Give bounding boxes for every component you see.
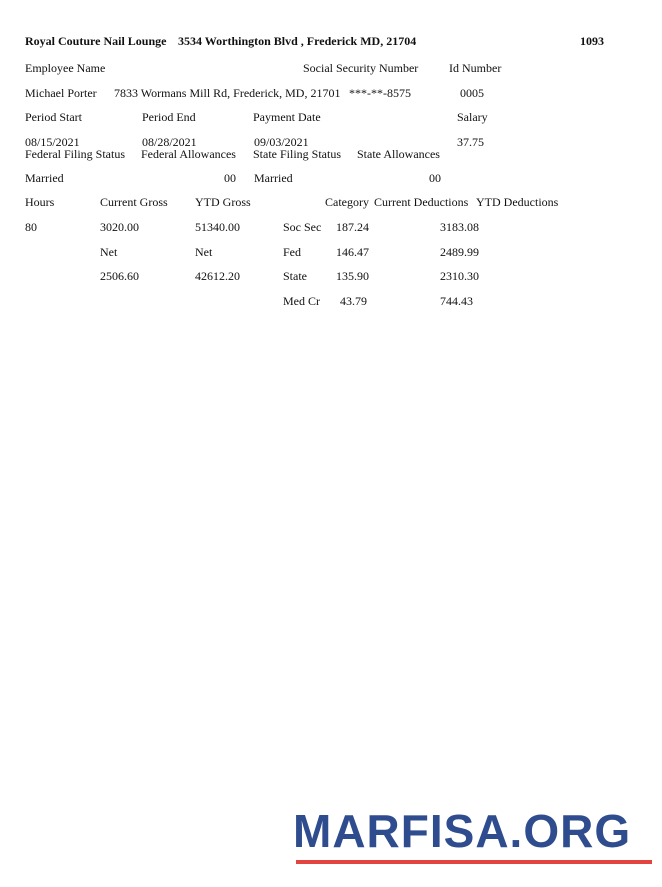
- deduction-current: 146.47: [336, 245, 369, 259]
- net-ytd-value: 42612.20: [195, 269, 240, 283]
- net-current-value: 2506.60: [100, 269, 139, 283]
- current-gross-value: 3020.00: [100, 220, 139, 234]
- employee-name-label: Employee Name: [25, 61, 106, 75]
- deduction-category: Med Cr: [283, 294, 320, 308]
- net-ytd-label: Net: [195, 245, 213, 259]
- ytd-deductions-label: YTD Deductions: [476, 195, 559, 209]
- ssn-label: Social Security Number: [303, 61, 419, 75]
- net-current-label: Net: [100, 245, 118, 259]
- employee-address: 7833 Wormans Mill Rd, Frederick, MD, 21701: [114, 86, 341, 100]
- deduction-ytd: 2489.99: [440, 245, 479, 259]
- state-allowances: 00: [429, 171, 441, 185]
- federal-filing-status-label: Federal Filing Status: [25, 147, 125, 161]
- deduction-current: 187.24: [336, 220, 369, 234]
- watermark-logo: MARFISA.ORG: [293, 805, 632, 857]
- deduction-current: 43.79: [340, 294, 367, 308]
- period-end-label: Period End: [142, 110, 196, 124]
- payment-date-label: Payment Date: [253, 110, 321, 124]
- employee-id: 0005: [460, 86, 484, 100]
- state-filing-status: Married: [254, 171, 293, 185]
- deduction-ytd: 2310.30: [440, 269, 479, 283]
- period-start-label: Period Start: [25, 110, 82, 124]
- state-allowances-label: State Allowances: [357, 147, 440, 161]
- id-number-label: Id Number: [449, 61, 502, 75]
- payment-date: 09/03/2021: [254, 135, 309, 149]
- category-label: Category: [325, 195, 369, 209]
- hours-value: 80: [25, 220, 37, 234]
- state-filing-status-label: State Filing Status: [253, 147, 342, 161]
- ytd-gross-value: 51340.00: [195, 220, 240, 234]
- federal-allowances: 00: [224, 171, 236, 185]
- deduction-category: State: [283, 269, 307, 283]
- federal-filing-status: Married: [25, 171, 64, 185]
- employee-ssn: ***-**-8575: [349, 86, 411, 100]
- salary-label: Salary: [457, 110, 488, 124]
- current-gross-label: Current Gross: [100, 195, 168, 209]
- deduction-category: Fed: [283, 245, 301, 259]
- salary-value: 37.75: [457, 135, 484, 149]
- deduction-category: Soc Sec: [283, 220, 322, 234]
- check-number: 1093: [580, 34, 604, 48]
- deduction-current: 135.90: [336, 269, 369, 283]
- current-deductions-label: Current Deductions: [374, 195, 469, 209]
- ytd-gross-label: YTD Gross: [195, 195, 251, 209]
- deduction-ytd: 3183.08: [440, 220, 479, 234]
- employee-name: Michael Porter: [25, 86, 97, 100]
- hours-label: Hours: [25, 195, 55, 209]
- deduction-ytd: 744.43: [440, 294, 473, 308]
- period-end: 08/28/2021: [142, 135, 197, 149]
- watermark-underline: [296, 860, 652, 864]
- company-address: 3534 Worthington Blvd , Frederick MD, 21704: [178, 34, 417, 48]
- period-start: 08/15/2021: [25, 135, 80, 149]
- federal-allowances-label: Federal Allowances: [141, 147, 236, 161]
- company-name: Royal Couture Nail Lounge: [25, 34, 167, 48]
